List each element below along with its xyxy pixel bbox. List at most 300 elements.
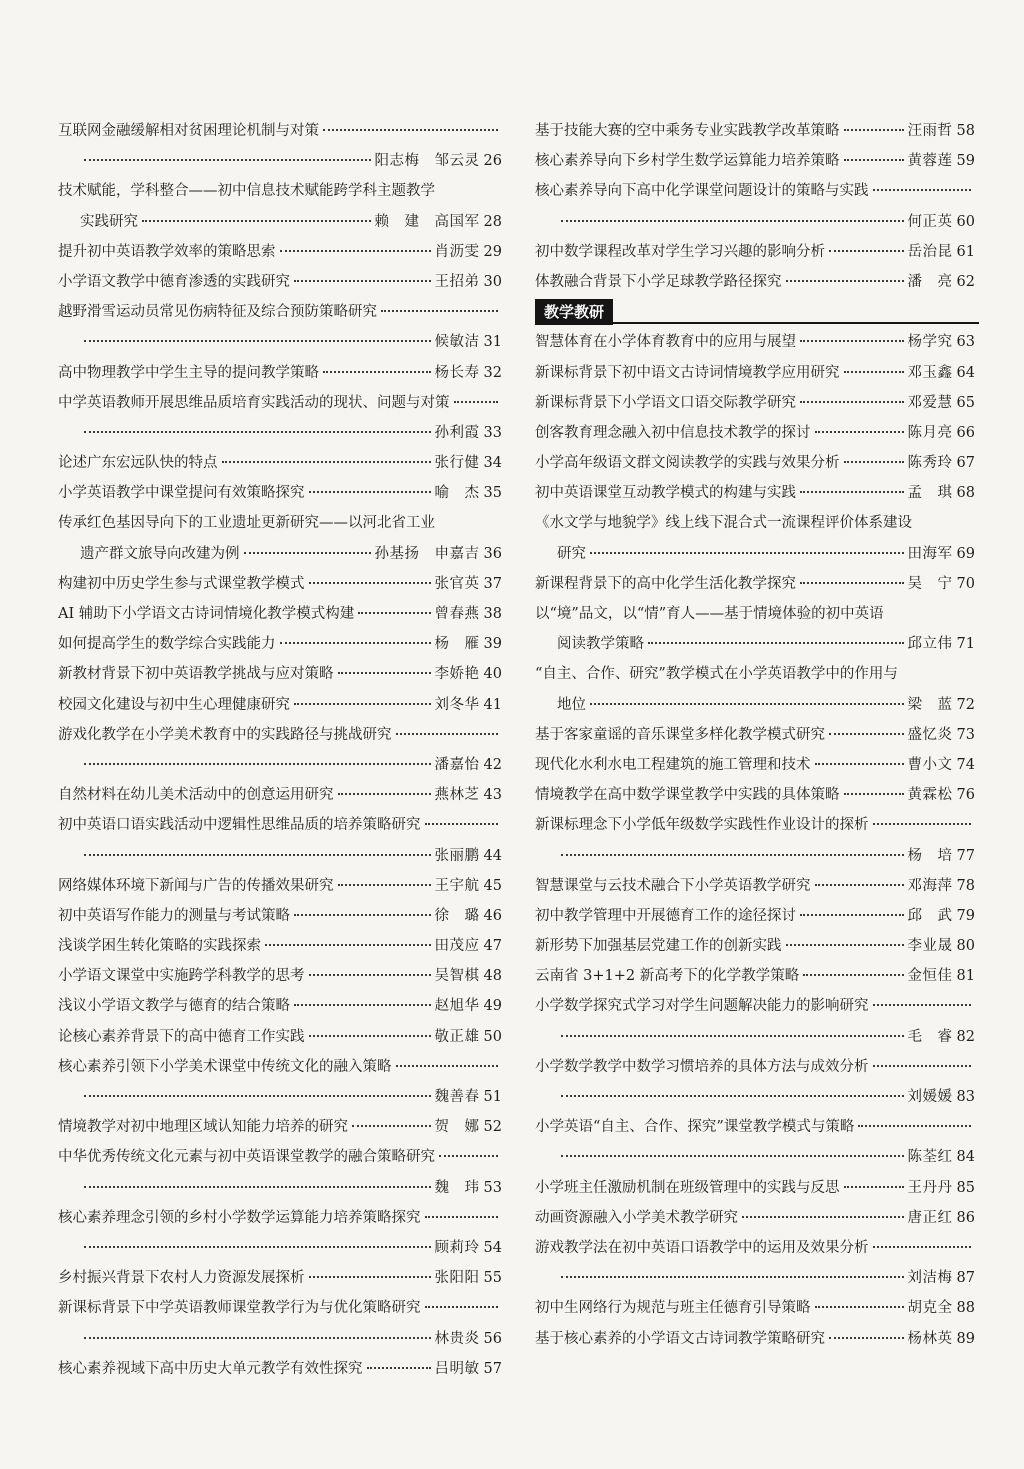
entry-author: 贺 娜 bbox=[434, 1119, 480, 1136]
dot-leader bbox=[873, 991, 972, 1006]
toc-entry[interactable] bbox=[58, 176, 502, 236]
entry-trail bbox=[908, 207, 975, 237]
entry-trail bbox=[908, 1293, 975, 1323]
toc-entry[interactable] bbox=[58, 901, 502, 931]
entry-page-number: 78 bbox=[956, 877, 975, 894]
toc-entry-line bbox=[58, 931, 502, 961]
entry-page-number: 58 bbox=[956, 123, 975, 139]
section-title: 教学教研 bbox=[535, 299, 613, 325]
toc-entry[interactable] bbox=[58, 780, 502, 810]
entry-page-number: 52 bbox=[483, 1119, 502, 1136]
dot-leader bbox=[844, 116, 904, 131]
dot-leader bbox=[815, 750, 904, 765]
entry-trail bbox=[908, 871, 975, 901]
toc-entry-author-line bbox=[58, 146, 502, 176]
entry-title: 提升初中英语教学效率的策略思索 bbox=[58, 243, 276, 260]
toc-entry[interactable] bbox=[58, 388, 502, 448]
entry-author: 曾春燕 bbox=[434, 606, 480, 622]
entry-author: 杨长寿 bbox=[434, 364, 480, 381]
entry-trail bbox=[908, 901, 975, 931]
entry-trail bbox=[375, 207, 502, 237]
toc-entry-line bbox=[58, 358, 502, 388]
entry-title: 小学语文课堂中实施跨学科教学的思考 bbox=[58, 968, 305, 985]
toc-entry[interactable] bbox=[535, 901, 975, 931]
toc-entry-author-line bbox=[535, 841, 975, 871]
dot-leader bbox=[338, 780, 431, 795]
entry-page-number: 68 bbox=[956, 485, 975, 502]
entry-author: 燕林芝 bbox=[434, 787, 480, 804]
dot-leader bbox=[294, 690, 431, 705]
entry-author: 刘冬华 bbox=[434, 696, 480, 713]
entry-page-number: 48 bbox=[483, 968, 502, 985]
entry-page-number: 65 bbox=[956, 394, 975, 411]
entry-trail bbox=[908, 629, 975, 659]
entry-author: 陈秀玲 bbox=[907, 455, 953, 472]
entry-trail bbox=[435, 448, 502, 478]
entry-trail bbox=[435, 780, 502, 810]
entry-page-number: 61 bbox=[956, 243, 975, 260]
toc-entry-line bbox=[58, 1112, 502, 1142]
toc-entry-author-line bbox=[535, 1082, 975, 1112]
entry-trail bbox=[908, 1142, 975, 1172]
toc-entry[interactable] bbox=[58, 931, 502, 961]
entry-trail bbox=[908, 780, 975, 810]
entry-author: 邓玉鑫 bbox=[907, 364, 953, 381]
entry-title: 自然材料在幼儿美术活动中的创意运用研究 bbox=[58, 787, 334, 804]
entry-title: 新课标背景下小学语文口语交际教学研究 bbox=[535, 394, 796, 411]
entry-title: 传承红色基因导向下的工业遗址更新研究——以河北省工业 bbox=[58, 515, 435, 532]
dot-leader bbox=[142, 207, 371, 222]
dot-leader bbox=[829, 720, 904, 735]
dot-leader bbox=[338, 871, 431, 886]
toc-entry-line bbox=[58, 297, 502, 327]
entry-page-number: 47 bbox=[483, 938, 502, 955]
entry-trail bbox=[908, 841, 975, 871]
entry-title: 情境教学对初中地理区域认知能力培养的研究 bbox=[58, 1119, 348, 1136]
entry-title: 小学英语“自主、合作、探究”课堂教学模式与策略 bbox=[535, 1119, 855, 1136]
toc-entry-author-line bbox=[535, 1142, 975, 1172]
entry-author: 肖沥雯 bbox=[434, 243, 480, 260]
dot-leader bbox=[844, 146, 904, 161]
dot-leader bbox=[84, 1082, 431, 1097]
entry-title: 浅议小学语文教学与德育的结合策略 bbox=[58, 998, 290, 1015]
entry-trail bbox=[435, 478, 502, 508]
toc-entry-line bbox=[58, 1263, 502, 1293]
entry-title: 初中教学管理中开展德育工作的途径探讨 bbox=[535, 907, 796, 924]
dot-leader bbox=[309, 961, 431, 976]
toc-entry[interactable] bbox=[535, 991, 975, 1051]
entry-trail bbox=[435, 1173, 502, 1203]
entry-author: 陈荃红 bbox=[907, 1149, 953, 1166]
toc-entry[interactable] bbox=[58, 1354, 502, 1384]
dot-leader bbox=[396, 1052, 499, 1067]
toc-entry[interactable] bbox=[58, 1142, 502, 1202]
entry-author: 赵旭华 bbox=[434, 998, 480, 1015]
entry-trail bbox=[435, 1112, 502, 1142]
toc-entry-line bbox=[58, 1203, 502, 1233]
entry-title: 智慧体育在小学体育教育中的应用与展望 bbox=[535, 334, 796, 351]
toc-entry-line bbox=[58, 1022, 502, 1052]
toc-entry[interactable] bbox=[58, 629, 502, 659]
dot-leader bbox=[309, 1022, 431, 1037]
entry-trail bbox=[908, 1022, 975, 1052]
toc-entry[interactable] bbox=[535, 569, 975, 599]
toc-entry-line bbox=[535, 569, 975, 599]
entry-trail bbox=[908, 267, 975, 297]
entry-author: 田茂应 bbox=[434, 938, 480, 955]
toc-entry[interactable] bbox=[58, 1293, 502, 1353]
toc-entry[interactable] bbox=[58, 237, 502, 267]
dot-leader bbox=[84, 1173, 431, 1188]
toc-entry[interactable] bbox=[535, 116, 975, 146]
toc-entry[interactable] bbox=[58, 267, 502, 297]
entry-page-number: 79 bbox=[956, 907, 975, 924]
toc-entry[interactable] bbox=[535, 1203, 975, 1233]
entry-title: 研究 bbox=[557, 545, 586, 562]
entry-author: 邱立伟 bbox=[907, 636, 953, 653]
entry-title: AI 辅助下小学语文古诗词情境化教学模式构建 bbox=[58, 606, 355, 622]
entry-title: 现代化水利水电工程建筑的施工管理和技术 bbox=[535, 756, 811, 773]
toc-entry[interactable] bbox=[58, 599, 502, 629]
dot-leader bbox=[309, 1263, 431, 1278]
toc-entry[interactable] bbox=[58, 116, 502, 176]
toc-entry[interactable] bbox=[58, 1022, 502, 1052]
toc-entry-line bbox=[535, 176, 975, 206]
entry-author: 吕明敏 bbox=[434, 1360, 480, 1377]
toc-entry[interactable] bbox=[535, 388, 975, 418]
entry-page-number: 38 bbox=[483, 606, 502, 622]
dot-leader bbox=[561, 1142, 904, 1157]
entry-title: 基于技能大赛的空中乘务专业实践教学改革策略 bbox=[535, 123, 840, 139]
toc-entry[interactable] bbox=[535, 358, 975, 388]
entry-title: 小学班主任激励机制在班级管理中的实践与反思 bbox=[535, 1179, 840, 1196]
dot-leader bbox=[800, 901, 904, 916]
entry-page-number: 66 bbox=[956, 424, 975, 441]
toc-entry-line bbox=[58, 720, 502, 750]
toc-entry-line bbox=[535, 991, 975, 1021]
toc-entry-line bbox=[58, 629, 502, 659]
entry-page-number: 74 bbox=[956, 756, 975, 773]
toc-entry[interactable] bbox=[58, 1112, 502, 1142]
dot-leader bbox=[873, 176, 972, 191]
entry-author: 盛忆炎 bbox=[907, 726, 953, 743]
toc-entry[interactable] bbox=[535, 267, 975, 297]
entry-trail bbox=[435, 418, 502, 448]
entry-author: 吴 宁 bbox=[907, 575, 953, 592]
entry-author: 张官英 bbox=[434, 575, 480, 592]
toc-entry[interactable] bbox=[535, 448, 975, 478]
toc-entry[interactable] bbox=[58, 991, 502, 1021]
dot-leader bbox=[648, 629, 904, 644]
toc-entry[interactable] bbox=[535, 1233, 975, 1293]
entry-page-number: 86 bbox=[956, 1209, 975, 1226]
toc-entry[interactable] bbox=[535, 750, 975, 780]
entry-author: 黄蓉莲 bbox=[907, 153, 953, 170]
toc-entry-line bbox=[58, 780, 502, 810]
toc-entry[interactable] bbox=[58, 508, 502, 568]
entry-title: 技术赋能，学科整合——初中信息技术赋能跨学科主题教学 bbox=[58, 183, 435, 200]
entry-author: 林贵炎 bbox=[434, 1330, 480, 1347]
entry-title: “自主、合作、研究”教学模式在小学英语教学中的作用与 bbox=[535, 666, 898, 683]
toc-entry-line bbox=[58, 116, 502, 146]
dot-leader bbox=[858, 1112, 971, 1127]
toc-entry[interactable] bbox=[535, 810, 975, 870]
toc-entry-author-line bbox=[535, 1263, 975, 1293]
dot-leader bbox=[425, 1203, 499, 1218]
toc-entry-line bbox=[535, 720, 975, 750]
toc-entry[interactable] bbox=[58, 569, 502, 599]
entry-author: 敬正雄 bbox=[434, 1028, 480, 1045]
toc-entry[interactable] bbox=[58, 297, 502, 357]
dot-leader bbox=[873, 1052, 972, 1067]
entry-page-number: 55 bbox=[483, 1270, 502, 1287]
toc-entry[interactable] bbox=[535, 961, 975, 991]
entry-title: 小学语文教学中德育渗透的实践研究 bbox=[58, 273, 290, 290]
toc-entry[interactable] bbox=[535, 599, 975, 659]
entry-page-number: 49 bbox=[483, 998, 502, 1015]
entry-author: 邓爱慧 bbox=[907, 394, 953, 411]
entry-author: 徐 璐 bbox=[434, 907, 480, 924]
entry-trail bbox=[908, 327, 975, 357]
entry-trail bbox=[908, 1082, 975, 1112]
toc-entry-line bbox=[535, 1203, 975, 1233]
dot-leader bbox=[84, 146, 371, 161]
dot-leader bbox=[338, 659, 431, 674]
entry-author: 候敏洁 bbox=[434, 334, 480, 351]
entry-author: 黄霖松 bbox=[907, 787, 953, 804]
toc-entry[interactable] bbox=[58, 1203, 502, 1263]
entry-author: 赖 建 高国军 bbox=[374, 213, 480, 230]
toc-entry-line bbox=[58, 1052, 502, 1082]
entry-title: 网络媒体环境下新闻与广告的传播效果研究 bbox=[58, 877, 334, 894]
entry-title: 《水文学与地貌学》线上线下混合式一流课程评价体系建设 bbox=[535, 515, 912, 532]
dot-leader bbox=[844, 780, 904, 795]
toc-entry[interactable] bbox=[535, 720, 975, 750]
entry-trail bbox=[435, 569, 502, 599]
entry-page-number: 37 bbox=[483, 575, 502, 592]
entry-trail bbox=[435, 659, 502, 689]
entry-title: 地位 bbox=[557, 696, 586, 713]
dot-leader bbox=[742, 1203, 904, 1218]
entry-trail bbox=[375, 539, 502, 569]
toc-entry[interactable] bbox=[58, 810, 502, 870]
dot-leader bbox=[800, 327, 904, 342]
dot-leader bbox=[561, 1263, 904, 1278]
entry-author: 何正英 bbox=[907, 213, 953, 230]
toc-entry-line bbox=[535, 508, 975, 538]
entry-trail bbox=[908, 720, 975, 750]
entry-author: 阳志梅 邹云灵 bbox=[374, 153, 480, 170]
toc-entry[interactable] bbox=[535, 418, 975, 448]
entry-title: 浅谈学困生转化策略的实践探索 bbox=[58, 938, 261, 955]
toc-entry-line bbox=[535, 358, 975, 388]
toc-entry-line bbox=[535, 690, 975, 720]
section-header bbox=[535, 297, 975, 327]
dot-leader bbox=[786, 931, 904, 946]
toc-entry-line bbox=[535, 961, 975, 991]
toc-entry-author-line bbox=[58, 327, 502, 357]
entry-trail bbox=[908, 358, 975, 388]
dot-leader bbox=[844, 358, 904, 373]
entry-title: 中华优秀传统文化元素与初中英语课堂教学的融合策略研究 bbox=[58, 1149, 435, 1166]
entry-page-number: 33 bbox=[483, 424, 502, 441]
entry-author: 孟 琪 bbox=[907, 485, 953, 502]
entry-title: 云南省 3+1+2 新高考下的化学教学策略 bbox=[535, 968, 800, 985]
entry-trail bbox=[435, 750, 502, 780]
entry-trail bbox=[908, 478, 975, 508]
entry-page-number: 67 bbox=[956, 455, 975, 472]
toc-entry[interactable] bbox=[58, 1263, 502, 1293]
toc-entry-line bbox=[58, 1293, 502, 1323]
toc-entry-line bbox=[535, 539, 975, 569]
toc-entry[interactable] bbox=[535, 176, 975, 236]
entry-author: 胡克全 bbox=[907, 1300, 953, 1317]
entry-author: 潘 亮 bbox=[907, 273, 953, 290]
toc-entry[interactable] bbox=[535, 508, 975, 568]
entry-page-number: 44 bbox=[483, 847, 502, 864]
entry-trail bbox=[908, 146, 975, 176]
entry-page-number: 82 bbox=[956, 1028, 975, 1045]
entry-trail bbox=[908, 448, 975, 478]
toc-entry-author-line bbox=[58, 1173, 502, 1203]
dot-leader bbox=[309, 569, 431, 584]
dot-leader bbox=[815, 871, 904, 886]
toc-entry[interactable] bbox=[58, 358, 502, 388]
toc-entry[interactable] bbox=[535, 659, 975, 719]
entry-title: 初中英语口语实践活动中逻辑性思维品质的培养策略研究 bbox=[58, 817, 421, 834]
entry-title: 动画资源融入小学美术教学研究 bbox=[535, 1209, 738, 1226]
toc-entry-line bbox=[535, 810, 975, 840]
toc-entry[interactable] bbox=[535, 1293, 975, 1323]
toc-entry-line bbox=[58, 659, 502, 689]
entry-trail bbox=[435, 871, 502, 901]
toc-entry-line bbox=[535, 1052, 975, 1082]
entry-page-number: 30 bbox=[483, 273, 502, 290]
toc-entry-line bbox=[58, 448, 502, 478]
toc-column-left bbox=[58, 116, 502, 1384]
entry-trail bbox=[435, 931, 502, 961]
entry-trail bbox=[435, 1263, 502, 1293]
entry-page-number: 53 bbox=[483, 1179, 502, 1196]
toc-entry-line bbox=[535, 448, 975, 478]
entry-page-number: 60 bbox=[956, 213, 975, 230]
toc-entry[interactable] bbox=[535, 931, 975, 961]
dot-leader bbox=[873, 1233, 972, 1248]
toc-entry-line bbox=[535, 750, 975, 780]
entry-page-number: 41 bbox=[483, 696, 502, 713]
entry-author: 李娇艳 bbox=[434, 666, 480, 683]
dot-leader bbox=[244, 539, 371, 554]
dot-leader bbox=[844, 448, 904, 463]
entry-page-number: 59 bbox=[956, 153, 975, 170]
entry-page-number: 54 bbox=[483, 1239, 502, 1256]
entry-trail bbox=[435, 1354, 502, 1384]
toc-entry[interactable] bbox=[535, 1324, 975, 1354]
toc-entry[interactable] bbox=[535, 1173, 975, 1203]
toc-entry[interactable] bbox=[535, 1112, 975, 1172]
entry-author: 邓海萍 bbox=[907, 877, 953, 894]
entry-title: 越野滑雪运动员常见伤病特征及综合预防策略研究 bbox=[58, 304, 377, 321]
toc-entry[interactable] bbox=[58, 961, 502, 991]
dot-leader bbox=[265, 931, 431, 946]
entry-title: 初中数学课程改革对学生学习兴趣的影响分析 bbox=[535, 243, 825, 260]
toc-entry[interactable] bbox=[58, 690, 502, 720]
entry-trail bbox=[908, 690, 975, 720]
toc-entry-line bbox=[58, 267, 502, 297]
entry-page-number: 57 bbox=[483, 1360, 502, 1377]
toc-entry[interactable] bbox=[535, 146, 975, 176]
dot-leader bbox=[84, 841, 431, 856]
entry-trail bbox=[908, 539, 975, 569]
entry-author: 王宇航 bbox=[434, 877, 480, 894]
toc-entry-line bbox=[58, 901, 502, 931]
toc-entry[interactable] bbox=[535, 871, 975, 901]
toc-entry[interactable] bbox=[535, 780, 975, 810]
toc-entry-line bbox=[535, 388, 975, 418]
entry-author: 曹小文 bbox=[907, 756, 953, 773]
entry-trail bbox=[908, 1203, 975, 1233]
toc-entry[interactable] bbox=[535, 1052, 975, 1112]
toc-entry[interactable] bbox=[535, 327, 975, 357]
entry-author: 魏善春 bbox=[434, 1089, 480, 1105]
entry-page-number: 76 bbox=[956, 787, 975, 804]
entry-trail bbox=[435, 1324, 502, 1354]
entry-author: 金恒佳 bbox=[907, 968, 953, 985]
entry-trail bbox=[435, 961, 502, 991]
entry-title: 乡村振兴背景下农村人力资源发展探析 bbox=[58, 1270, 305, 1287]
entry-trail bbox=[435, 599, 502, 629]
toc-entry[interactable] bbox=[58, 720, 502, 780]
toc-entry[interactable] bbox=[58, 478, 502, 508]
toc-entry[interactable] bbox=[58, 1052, 502, 1112]
toc-entry-line bbox=[58, 388, 502, 418]
entry-title: 核心素养导向下高中化学课堂问题设计的策略与实践 bbox=[535, 183, 869, 200]
toc-entry[interactable] bbox=[58, 871, 502, 901]
entry-title: 基于核心素养的小学语文古诗词教学策略研究 bbox=[535, 1330, 825, 1347]
entry-title: 初中生网络行为规范与班主任德育引导策略 bbox=[535, 1300, 811, 1317]
entry-trail bbox=[435, 327, 502, 357]
dot-leader bbox=[358, 599, 430, 614]
toc-entry[interactable] bbox=[58, 448, 502, 478]
entry-title: 新教材背景下初中英语教学挑战与应对策略 bbox=[58, 666, 334, 683]
toc-column-right bbox=[535, 116, 975, 1354]
entry-page-number: 85 bbox=[956, 1179, 975, 1196]
entry-page-number: 28 bbox=[483, 213, 502, 230]
toc-entry-line bbox=[58, 508, 502, 538]
entry-page-number: 80 bbox=[956, 938, 975, 955]
dot-leader bbox=[786, 267, 904, 282]
toc-entry[interactable] bbox=[535, 478, 975, 508]
toc-entry[interactable] bbox=[58, 659, 502, 689]
entry-trail bbox=[908, 1324, 975, 1354]
dot-leader bbox=[367, 1354, 431, 1369]
entry-title: 论述广东宏远队快的特点 bbox=[58, 455, 218, 472]
entry-page-number: 72 bbox=[956, 696, 975, 713]
toc-entry[interactable] bbox=[535, 237, 975, 267]
entry-page-number: 42 bbox=[483, 756, 502, 773]
entry-page-number: 64 bbox=[956, 364, 975, 381]
entry-page-number: 77 bbox=[956, 847, 975, 864]
entry-trail bbox=[375, 146, 502, 176]
toc-entry-line bbox=[58, 1142, 502, 1172]
entry-title: 新课程背景下的高中化学生活化教学探究 bbox=[535, 575, 796, 592]
dot-leader bbox=[309, 478, 431, 493]
dot-leader bbox=[561, 207, 904, 222]
entry-title: 体教融合背景下小学足球教学路径探究 bbox=[535, 273, 782, 290]
toc-right-bottom-group bbox=[535, 327, 975, 1353]
toc-entry-line bbox=[58, 207, 502, 237]
dot-leader bbox=[590, 690, 904, 705]
